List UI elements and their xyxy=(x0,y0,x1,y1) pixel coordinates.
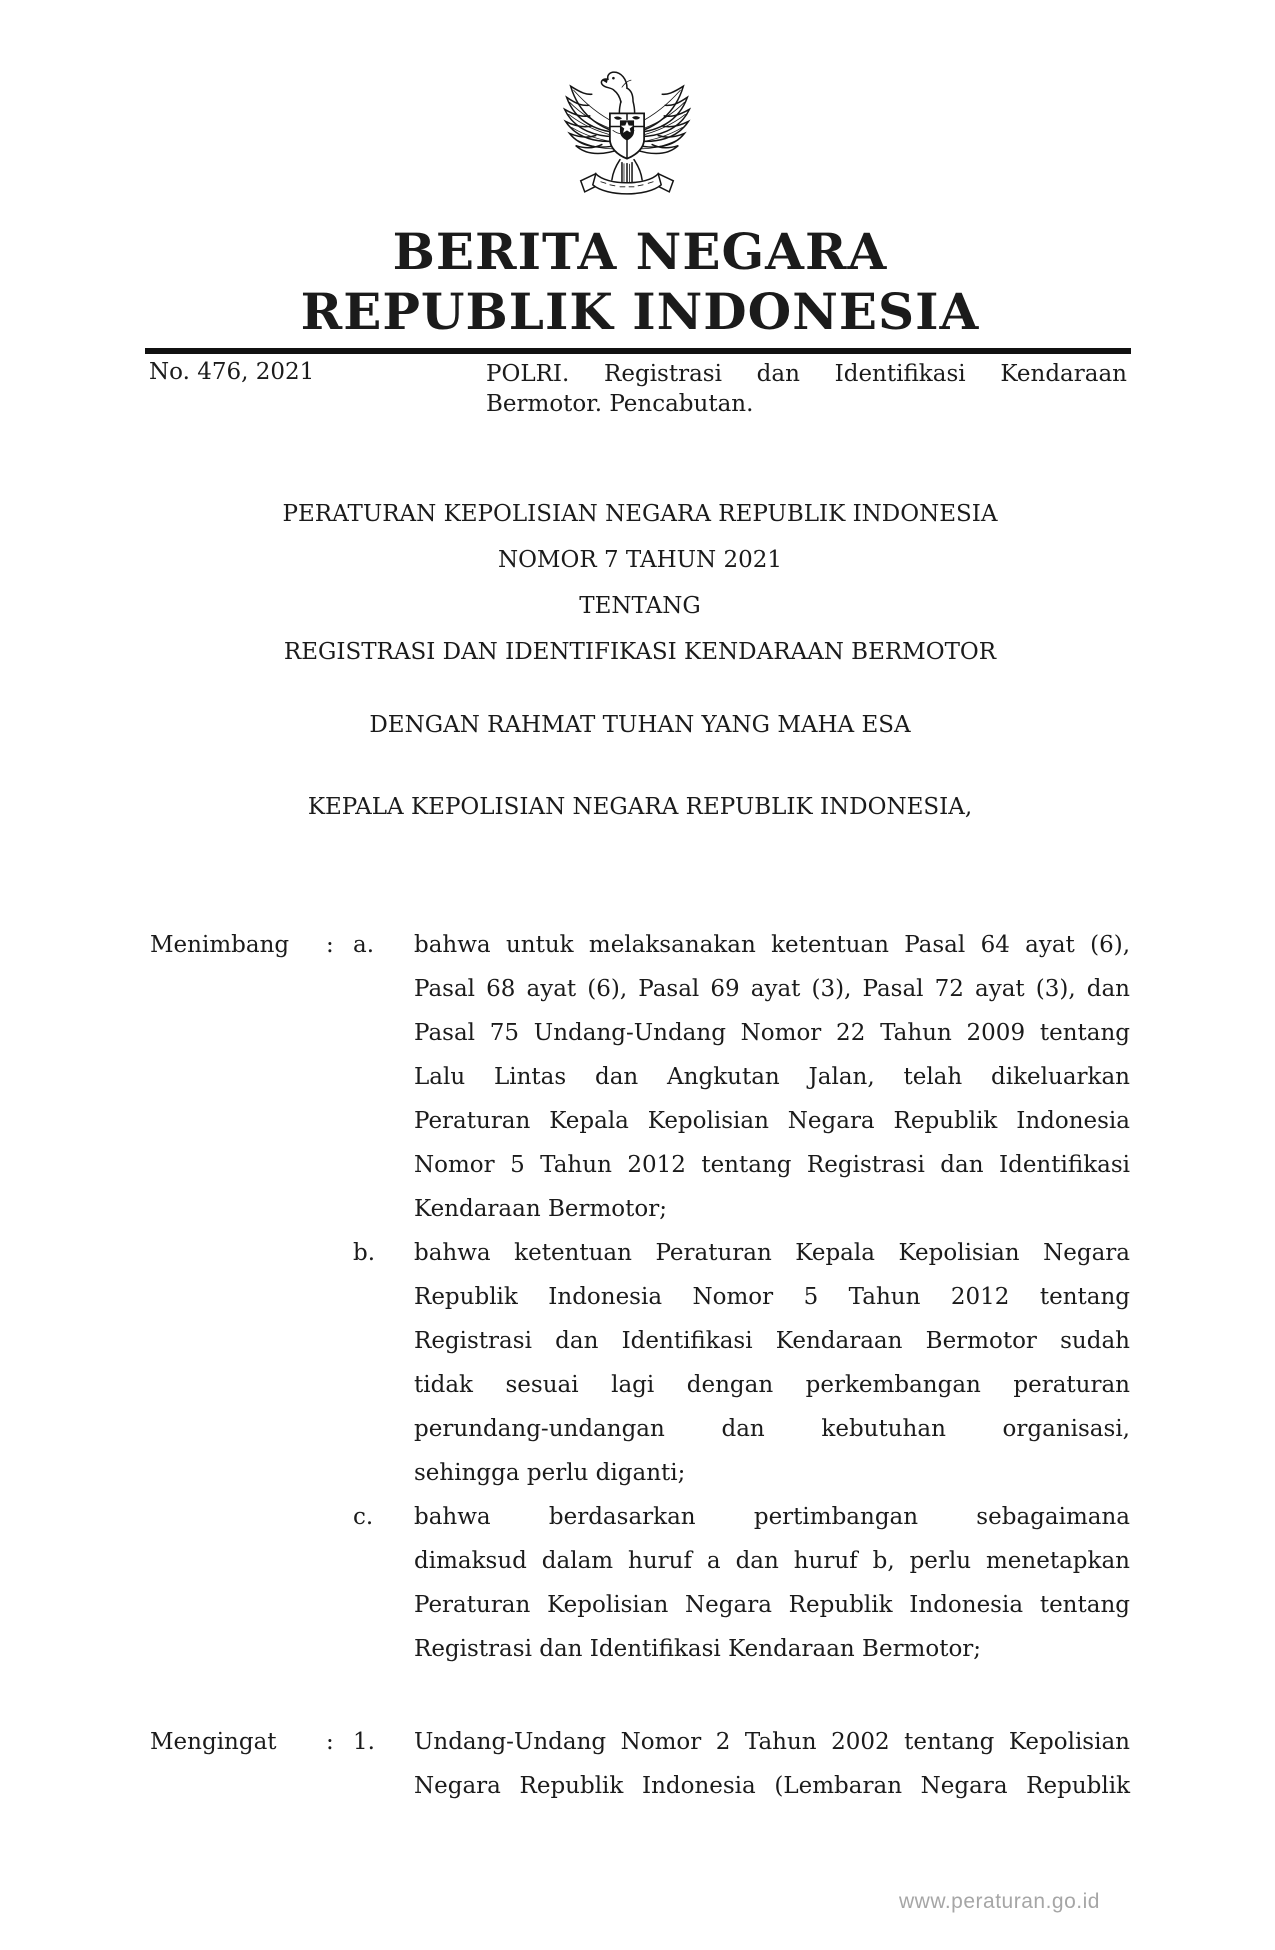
item-text-b xyxy=(414,1231,1130,1495)
considering-section xyxy=(150,923,1130,1671)
text-line: Registrasi dan Identifikasi Kendaraan Bermotor; xyxy=(414,1636,982,1662)
text-line: REGISTRASI DAN IDENTIFIKASI KENDARAAN BERMOTOR xyxy=(283,639,997,665)
citing-colon: : xyxy=(326,1729,334,1755)
text-line: TENTANG xyxy=(579,593,701,619)
text-line: Nomor 5 Tahun 2012 tentang Registrasi dan Identifikasi xyxy=(414,1152,1130,1178)
text-line: Lalu Lintas dan Angkutan Jalan, telah dikeluarkan xyxy=(414,1064,1130,1090)
considering-colon: : xyxy=(326,932,334,958)
gazette-number: No. 476, 2021 xyxy=(149,359,315,385)
text-line: Bermotor. Pencabutan. xyxy=(486,391,754,417)
spacer xyxy=(326,1495,353,1671)
text-line: REPUBLIK INDONESIA xyxy=(300,282,980,341)
considering-label: Menimbang xyxy=(150,932,290,958)
text-line: Republik Indonesia Nomor 5 Tahun 2012 tentang xyxy=(414,1284,1130,1310)
spacer xyxy=(150,1495,326,1671)
item-text-1 xyxy=(414,1720,1130,1808)
text-line: Negara Republik Indonesia (Lembaran Negara Republik xyxy=(414,1773,1130,1799)
garuda-emblem-drawing xyxy=(551,57,703,213)
item-marker-a: a. xyxy=(353,932,375,958)
text-line: Undang-Undang Nomor 2 Tahun 2002 tentang Kepolisian xyxy=(414,1729,1130,1755)
citing-label: Mengingat xyxy=(150,1729,277,1755)
invocation-line: DENGAN RAHMAT TUHAN YANG MAHA ESA xyxy=(369,712,911,738)
item-marker-b: b. xyxy=(353,1240,376,1266)
masthead-title xyxy=(150,222,1130,342)
spacer xyxy=(326,1231,353,1495)
text-line: bahwa berdasarkan pertimbangan sebagaimana xyxy=(414,1504,1130,1530)
header-rule xyxy=(145,348,1131,354)
text-line: Pasal 75 Undang-Undang Nomor 22 Tahun 2009 tentang xyxy=(414,1020,1130,1046)
regulation-title xyxy=(150,491,1130,675)
garuda-pancasila-emblem xyxy=(551,57,703,213)
text-line: perundang-undangan dan kebutuhan organisasi, xyxy=(414,1416,1130,1442)
text-line: bahwa ketentuan Peraturan Kepala Kepolisian Negara xyxy=(414,1240,1130,1266)
text-line: Peraturan Kepala Kepolisian Negara Republik Indonesia xyxy=(414,1108,1130,1134)
citing-section xyxy=(150,1720,1130,1808)
text-line: PERATURAN KEPOLISIAN NEGARA REPUBLIK INDONESIA xyxy=(282,501,998,527)
spacer xyxy=(150,1231,326,1495)
watermark-url: www.peraturan.go.id xyxy=(899,1890,1100,1913)
text-line: Kendaraan Bermotor; xyxy=(414,1196,667,1222)
text-line: dimaksud dalam huruf a dan huruf b, perlu menetapkan xyxy=(414,1548,1130,1574)
text-line: sehingga perlu diganti; xyxy=(414,1460,686,1486)
item-text-a xyxy=(414,923,1130,1231)
text-line: tidak sesuai lagi dengan perkembangan peraturan xyxy=(414,1372,1130,1398)
text-line: Pasal 68 ayat (6), Pasal 69 ayat (3), Pasal 72 ayat (3), dan xyxy=(414,976,1130,1002)
text-line: NOMOR 7 TAHUN 2021 xyxy=(497,547,783,573)
text-line: POLRI. Registrasi dan Identifikasi Kendaraan xyxy=(486,361,1127,387)
item-text-c xyxy=(414,1495,1130,1671)
item-marker-c: c. xyxy=(353,1504,374,1530)
text-line: bahwa untuk melaksanakan ketentuan Pasal 64 ayat (6), xyxy=(414,932,1130,958)
text-line: Registrasi dan Identifikasi Kendaraan Bermotor sudah xyxy=(414,1328,1130,1354)
text-line: BERITA NEGARA xyxy=(392,222,888,281)
issuer-line: KEPALA KEPOLISIAN NEGARA REPUBLIK INDONESIA, xyxy=(307,794,973,820)
meta-row xyxy=(150,356,1130,418)
item-marker-1: 1. xyxy=(353,1729,375,1755)
gazette-subject xyxy=(486,359,1127,419)
text-line: Peraturan Kepolisian Negara Republik Indonesia tentang xyxy=(414,1592,1130,1618)
